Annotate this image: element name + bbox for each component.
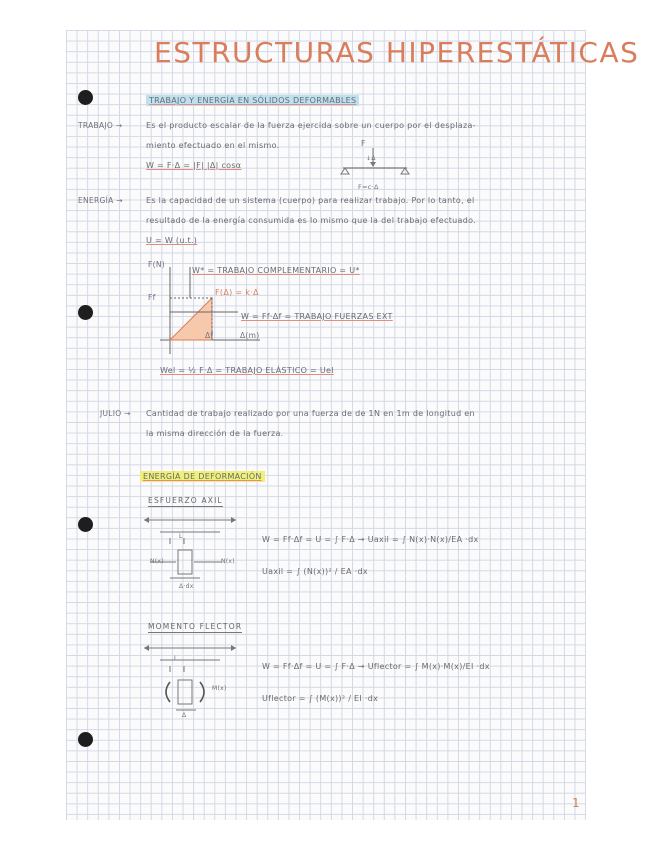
graph-force-equation: F(Δ) = k·Δ <box>215 288 259 297</box>
trabajo-label: TRABAJO → <box>78 121 123 130</box>
axil-force-right-label: N(x) <box>221 558 235 565</box>
graph-x-label: Δ(m) <box>240 331 260 340</box>
beam-displacement-label: ↓Δ <box>366 155 376 162</box>
section-heading <box>146 96 359 105</box>
beam-force-label: F <box>361 139 366 148</box>
section-heading-text: TRABAJO Y ENERGÍA EN SÓLIDOS DEFORMABLES <box>146 95 359 106</box>
binder-hole <box>78 517 93 532</box>
binder-hole <box>78 90 93 105</box>
graph-elastic-work: Wel = ½ F·Δ = TRABAJO ELÁSTICO = Uel <box>160 366 334 375</box>
axil-heading: ESFUERZO AXIL <box>148 496 223 505</box>
page-number: 1 <box>572 796 580 810</box>
flector-length-label: L <box>174 655 178 662</box>
binder-hole <box>78 305 93 320</box>
beam-diagram <box>335 142 415 187</box>
graph-external-work: W = Ff·Δf = TRABAJO FUERZAS EXT <box>241 312 393 321</box>
graph-d-label: Δf <box>205 331 214 340</box>
trabajo-line-2: miento efectuado en el mismo. <box>146 141 280 150</box>
flector-moment-label: M(x) <box>212 685 227 692</box>
graph-y-label: F(N) <box>148 260 165 269</box>
binder-hole <box>78 732 93 747</box>
axil-equation-2: Uaxil = ∫ (N(x))² / EA ·dx <box>262 567 368 576</box>
energia-label: ENERGÍA → <box>78 196 123 205</box>
flector-equation-2: Uflector = ∫ (M(x))² / EI ·dx <box>262 694 379 703</box>
trabajo-formula: W = F·Δ = |F| |Δ| cosα <box>146 161 242 170</box>
axil-dx-label: Δ·dx <box>179 583 194 590</box>
axil-equation-1: W = Ff·Δf = U = ∫ F·Δ → Uaxil = ∫ N(x)·N(x)/EA ·dx <box>262 535 479 544</box>
trabajo-line-1: Es el producto escalar de la fuerza ejercida sobre un cuerpo por el desplaza- <box>146 121 476 130</box>
graph-f-label: Ff <box>148 293 156 302</box>
flector-equation-1: W = Ff·Δf = U = ∫ F·Δ → Uflector = ∫ M(x)·M(x)/EI ·dx <box>262 662 490 671</box>
flector-beam-diagram <box>140 638 250 723</box>
beam-caption: F=c·Δ <box>358 183 379 191</box>
axil-force-left-label: N(x) <box>150 558 164 565</box>
julio-label: JULIO → <box>100 409 131 418</box>
flector-heading: MOMENTO FLECTOR <box>148 622 243 631</box>
julio-line-2: la misma dirección de la fuerza. <box>146 429 284 438</box>
flector-delta-label: Δ <box>182 712 187 719</box>
energia-line-1: Es la capacidad de un sistema (cuerpo) para realizar trabajo. Por lo tanto, el <box>146 196 475 205</box>
page-title: ESTRUCTURAS HIPERESTÁTICAS <box>154 36 640 69</box>
section-heading-2 <box>140 472 265 481</box>
energia-formula: U = W (u.t.) <box>146 236 198 245</box>
energia-line-2: resultado de la energía consumida es lo mismo que la del trabajo efectuado. <box>146 216 476 225</box>
axil-length-label: L <box>179 533 183 540</box>
section-heading-2-text: ENERGÍA DE DEFORMACIÓN <box>140 471 265 482</box>
julio-line-1: Cantidad de trabajo realizado por una fuerza de de 1N en 1m de longitud en <box>146 409 475 418</box>
graph-complementary-work: W* = TRABAJO COMPLEMENTARIO = U* <box>192 266 360 275</box>
